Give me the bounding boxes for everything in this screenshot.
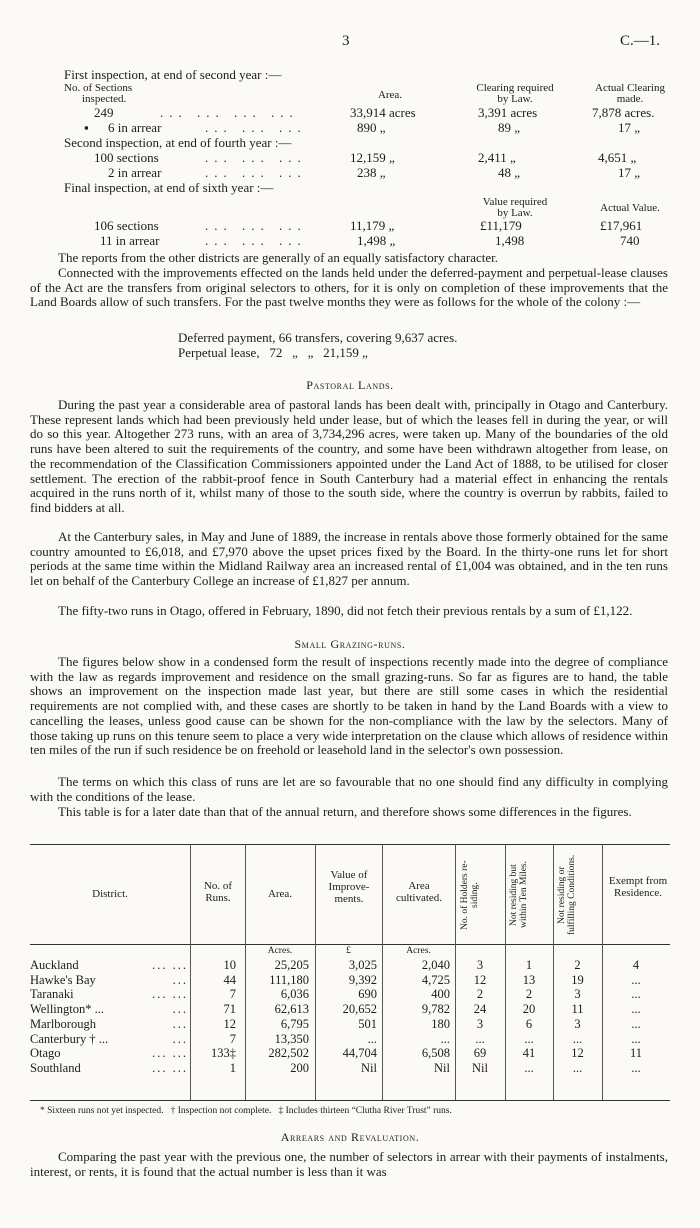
row-label: 106 sections [94, 218, 159, 233]
cell-area: 200 [290, 1060, 309, 1075]
small-grazing-paragraph-3: This table is for a later date than that of the annual return, and therefore shows some differences in the figures. [58, 804, 632, 819]
th-holders-residing: No. of Holders re-siding. [460, 860, 480, 930]
cell-dots: ... ... [152, 1046, 188, 1061]
row-required: 1,498 [495, 233, 525, 248]
row-leader: ... ... ... [205, 120, 307, 135]
cell-runs: 7 [229, 987, 236, 1002]
cell-fulfil: ... [572, 1031, 583, 1046]
row-area: 33,914 acres [350, 105, 416, 120]
th-district: District. [92, 888, 128, 900]
cell-within: 13 [522, 972, 536, 987]
cell-dots: ... [172, 1016, 188, 1031]
pastoral-paragraph-2: At the Canterbury sales, in May and June of 1889, the increase in rentals above those formerly obtained for the same country amounted to £6,018, and £7,970 above the upset prices fixed by the Board. In the thirty-one runs let for short periods at the same time within the Midland Railway area an increased rental of £1,004 was obtained, and in the ten runs let on behalf of the Canterbury College an increase of £1,827 per annum. [30, 529, 668, 589]
row-leader: ... ... ... [205, 150, 307, 165]
cell-district: Canterbury † ... [30, 1031, 109, 1046]
cell-dots: ... [172, 1002, 188, 1017]
cell-holders: 24 [473, 1002, 487, 1017]
cell-cultivated: 9,782 [421, 1002, 450, 1017]
table-bottom-rule [30, 1100, 670, 1101]
cell-holders: 2 [476, 987, 484, 1002]
row-area: 238 „ [357, 165, 386, 180]
reports-paragraph: The reports from the other districts are generally of an equally satisfactory character. [58, 250, 499, 265]
table-header-rule [30, 944, 670, 945]
first-inspection-title: First inspection, at end of second year :— [64, 67, 282, 82]
cell-value: Nil [361, 1060, 377, 1075]
cell-area: 25,205 [274, 958, 309, 972]
cell-fulfil: 2 [574, 958, 581, 972]
arrears-revaluation-heading: Arrears and Revaluation. [280, 1130, 420, 1144]
col-value-required: Value required [482, 196, 548, 208]
transfers-paragraph: Connected with the improvements effected on the lands held under the deferred-payment and perpetual-lease clauses of the Act are the transfers from original selectors to others, for it is only on completion of these improvements that the Land Boards allow of such transfers. For the past twelve months they were as follows for the whole of the colony :— [30, 265, 668, 310]
row-required: 89 „ [498, 120, 521, 135]
cell-holders: ... [475, 1031, 485, 1046]
cell-exempt: ... [631, 987, 641, 1002]
th-value: Value of Improve-ments. [328, 869, 370, 905]
cell-value: 44,704 [342, 1046, 377, 1061]
cell-cultivated: 2,040 [421, 958, 450, 972]
cell-value: 3,025 [348, 958, 377, 972]
row-actual: 740 [620, 233, 640, 248]
cell-holders: 3 [476, 1016, 484, 1031]
cell-dots: ... ... [152, 958, 188, 972]
row-actual: 17 „ [618, 165, 641, 180]
small-grazing-paragraph-1: The figures below show in a condensed form the result of inspections recently made into the degree of compliance with the law as regards improvement and residence on the small grazing-runs. So far as figures are to hand, the table shows an improvement on the inspection made last year, but there are still some cases in which the residential requirements are not complied with, and these cases are shortly to be taken in hand by the Land Boards with a view to cancelling the leases, unless good cause can be shown for the non-compliance with the law by the selectors. Many of those taking up runs on this tenure seem to place a very wide interpretation on the clause which allows of residence within ten miles of the run if such residence be on freehold or leasehold land in the selector's own possession. [30, 654, 668, 758]
cell-within: 20 [522, 1002, 536, 1017]
row-required: 2,411 „ [478, 150, 516, 165]
table-top-rule [30, 844, 670, 845]
cell-cultivated: 4,725 [421, 972, 450, 987]
row-required: 3,391 acres [478, 105, 538, 120]
cell-within: 1 [525, 958, 533, 972]
row-required: 48 „ [498, 165, 521, 180]
col-actual-value: Actual Value. [600, 202, 660, 214]
row-actual: 4,651 „ [598, 150, 637, 165]
row-leader: ... ... ... [205, 165, 307, 180]
small-grazing-runs-heading: Small Grazing-runs. [294, 637, 406, 651]
cell-area: 111,180 [269, 972, 309, 987]
col-sections-label: No. of Sections [64, 82, 133, 94]
cell-area: 282,502 [268, 1046, 309, 1061]
col-actual-clearing-2: made. [616, 93, 644, 105]
cell-within: 41 [522, 1046, 536, 1061]
pastoral-paragraph-3: The fifty-two runs in Otago, offered in February, 1890, did not fetch their previous rentals by a sum of £1,122. [58, 603, 633, 618]
cell-runs: 71 [223, 1002, 236, 1017]
cell-runs: 10 [223, 958, 236, 972]
cell-value: ... [367, 1031, 377, 1046]
th-exempt: Exempt from Residence. [608, 875, 668, 899]
cell-fulfil: 19 [571, 972, 584, 987]
col-clearing-required: Clearing required [476, 82, 554, 94]
cell-dots: ... [172, 972, 188, 987]
pastoral-lands-heading: Pastoral Lands. [306, 378, 394, 392]
cell-runs: 133‡ [211, 1046, 236, 1061]
th-not-residing-within: Not residing but within Ten Miles. [509, 861, 529, 929]
row-area: 11,179 „ [350, 218, 395, 233]
cell-district: Southland [30, 1060, 81, 1075]
cell-exempt: ... [631, 1016, 641, 1031]
cell-district: Taranaki [30, 987, 74, 1002]
cell-holders: Nil [472, 1060, 488, 1075]
col-clearing-required-2: by Law. [497, 93, 533, 105]
cell-value: 690 [358, 987, 377, 1002]
row-label: 6 in arrear [108, 120, 162, 135]
cell-exempt: ... [631, 1031, 641, 1046]
row-actual: 17 „ [618, 120, 641, 135]
row-area: 1,498 „ [357, 233, 396, 248]
row-required: £11,179 [480, 218, 522, 233]
column-divider [190, 844, 191, 1100]
table-footnote: * Sixteen runs not yet inspected. † Inspection not complete. ‡ Includes thirteen “Clutha River Trust” runs. [40, 1106, 452, 1116]
th-area: Area. [267, 888, 293, 900]
cell-runs: 1 [229, 1060, 236, 1075]
document-code: C.—1. [620, 33, 661, 49]
col-value-required-2: by Law. [497, 207, 533, 219]
cell-runs: 12 [223, 1016, 236, 1031]
cell-exempt: ... [631, 1060, 641, 1075]
cell-area: 6,795 [280, 1016, 309, 1031]
cell-exempt: ... [631, 1002, 641, 1017]
cell-within: 2 [525, 987, 533, 1002]
arrears-paragraph: Comparing the past year with the previous one, the number of selectors in arrear with their payments of instalments, interest, or rents, it is found that the actual number is less than it was [30, 1149, 668, 1179]
cell-fulfil: 11 [571, 1002, 584, 1017]
cell-holders: 3 [476, 958, 484, 972]
cell-district: Marlborough [30, 1016, 96, 1031]
cell-dots: ... [172, 1031, 188, 1046]
cell-fulfil: ... [572, 1060, 583, 1075]
row-area: 890 „ [357, 120, 386, 135]
cell-within: 6 [525, 1016, 533, 1031]
unit-area: Acres. [267, 946, 293, 956]
cell-value: 9,392 [348, 972, 377, 987]
cell-area: 13,350 [274, 1031, 309, 1046]
row-leader: ... ... ... [205, 218, 307, 233]
cell-area: 6,036 [280, 987, 309, 1002]
cell-exempt: 4 [632, 958, 640, 972]
cell-area: 62,613 [274, 1002, 309, 1017]
row-label: 2 in arrear [108, 165, 162, 180]
cell-runs: 44 [223, 972, 236, 987]
perpetual-lease-line: Perpetual lease, 72 „ „ 21,159 „ [178, 345, 368, 360]
cell-fulfil: 3 [574, 1016, 581, 1031]
col-actual-clearing: Actual Clearing [595, 82, 665, 94]
bullet-mark: ▪ [84, 120, 89, 135]
th-cultivated: Area cultivated. [395, 880, 443, 904]
cell-fulfil: 3 [574, 987, 581, 1002]
final-inspection-title: Final inspection, at end of sixth year :— [64, 180, 274, 195]
page-number: 3 [342, 33, 350, 49]
cell-exempt: ... [631, 972, 641, 987]
row-actual: 7,878 acres. [592, 105, 655, 120]
cell-holders: 69 [473, 1046, 487, 1061]
cell-dots: ... ... [152, 987, 188, 1002]
row-label: 249 [94, 105, 114, 120]
cell-cultivated: 180 [431, 1016, 450, 1031]
cell-within: ... [524, 1060, 534, 1075]
th-runs: No. of Runs. [203, 880, 233, 904]
cell-district: Auckland [30, 958, 79, 972]
cell-cultivated: Nil [434, 1060, 450, 1075]
small-grazing-paragraph-2: The terms on which this class of runs are let are so favourable that no one should find any difficulty in complying with the conditions of the lease. [30, 774, 668, 804]
col-area-label: Area. [377, 89, 403, 101]
row-label: 100 sections [94, 150, 159, 165]
col-sections-label-2: inspected. [82, 93, 127, 105]
cell-district: Wellington* ... [30, 1002, 104, 1017]
cell-exempt: 11 [629, 1046, 643, 1061]
row-actual: £17,961 [600, 218, 643, 233]
cell-district: Otago [30, 1046, 61, 1061]
row-label: 11 in arrear [100, 233, 160, 248]
cell-value: 20,652 [342, 1002, 377, 1017]
row-leader: ... ... ... [205, 233, 307, 248]
cell-within: ... [524, 1031, 534, 1046]
cell-value: 501 [358, 1016, 377, 1031]
cell-cultivated: 6,508 [421, 1046, 450, 1061]
cell-fulfil: 12 [571, 1046, 584, 1061]
cell-dots: ... ... [152, 1060, 188, 1075]
th-not-residing-fulfilling: Not residing or fulfilling Conditions. [557, 854, 577, 936]
row-leader: ... ... ... ... [160, 105, 299, 120]
second-inspection-title: Second inspection, at end of fourth year :— [64, 135, 292, 150]
cell-district: Hawke's Bay [30, 972, 96, 987]
cell-cultivated: 400 [431, 987, 450, 1002]
cell-cultivated: ... [440, 1031, 450, 1046]
pastoral-paragraph-1: During the past year a considerable area of pastoral lands has been dealt with, principally in Otago and Canterbury. These represent lands which had been previously held under lease, but of which the leases fell in during the year, or will do so this year. Altogether 273 runs, with an area of 3,734,296 acres, were taken up. Many of the boundaries of the old runs have been altered to suit the requirements of the country, and some have been withdrawn altogether from lease, on the recommendation of the Classification Commissioners appointed under the Land Act of 1888, to be utilised for closer settlement. The erection of the rabbit-proof fence in South Canterbury had a material effect in enhancing the rentals acquired in the runs north of it, whilst many of those to the south side, where the country is overrun by rabbits, failed to find bidders at all. [30, 397, 668, 515]
deferred-payment-line: Deferred payment, 66 transfers, covering 9,637 acres. [178, 330, 458, 345]
unit-value: £ [346, 946, 351, 956]
cell-holders: 12 [473, 972, 487, 987]
unit-cultivated: Acres. [406, 946, 431, 956]
cell-runs: 7 [229, 1031, 236, 1046]
row-area: 12,159 „ [350, 150, 395, 165]
